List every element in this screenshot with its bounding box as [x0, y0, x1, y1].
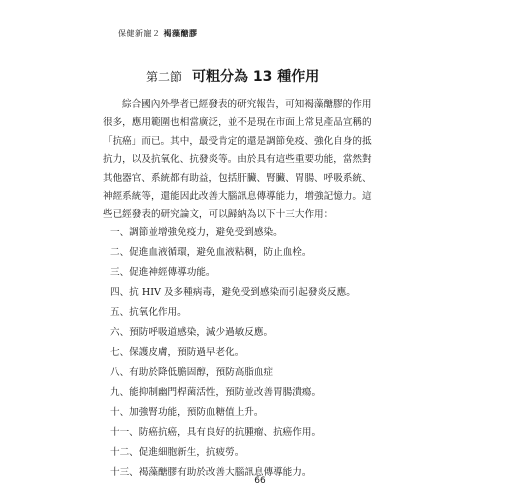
paragraph-line: 神經系統等，還能因此改善大腦訊息傳導能力，增強記憶力。這 [103, 191, 372, 203]
paragraph-line: 些已經發表的研究論文，可以歸納為以下十三大作用： [103, 209, 334, 221]
effect-item: 十三、褐藻醣膠有助於改善大腦訊息傳導能力。 [110, 467, 312, 478]
running-header [118, 28, 198, 39]
paragraph-line: 「抗癌」而已。其中，最受肯定的還是調節免疫、強化自身的抵 [103, 135, 372, 147]
paragraph-line: 很多，應用範圍也相當廣泛，並不是現在市面上常見產品宣稱的 [103, 117, 372, 129]
effect-item: 五、抗氧化作用。 [110, 307, 187, 318]
effect-item: 一、調節並增強免疫力，避免受到感染。 [110, 227, 283, 238]
paragraph-line: 其他器官、系統都有助益，包括肝臟、腎臟、胃腸、呼吸系統、 [103, 172, 372, 184]
effect-item: 十二、促進細胞新生，抗疲勞。 [110, 447, 245, 458]
page-number: 66 [254, 476, 266, 486]
effects-list [110, 223, 356, 483]
effect-item: 六、預防呼吸道感染，減少過敏反應。 [110, 327, 274, 338]
section-heading [146, 66, 319, 86]
effect-item: 四、抗 HIV 及多種病毒，避免受到感染而引起發炎反應。 [110, 287, 356, 298]
effect-item: 十、加強腎功能，預防血糖值上升。 [110, 407, 264, 418]
book-title: 保健新寵２ [118, 29, 161, 38]
effect-item: 八、有助於降低膽固醇，預防高脂血症 [110, 367, 274, 378]
effect-item: 九、能抑制幽門桿菌活性，預防並改善胃腸潰瘍。 [110, 387, 322, 398]
effect-item: 三、促進神經傳導功能。 [110, 267, 216, 278]
section-title: 可粗分為 13 種作用 [192, 69, 320, 85]
chapter-title: 褐藻醣膠 [163, 29, 198, 38]
effect-item: 二、促進血液循環，避免血液粘稠，防止血栓。 [110, 247, 312, 258]
effect-item: 十一、防癌抗癌，具有良好的抗腫瘤、抗癌作用。 [110, 427, 322, 438]
section-number: 第二節 [146, 70, 183, 84]
paragraph-line: 綜合國內外學者已經發表的研究報告，可知褐藻醣膠的作用 [122, 99, 372, 110]
effect-item: 七、保護皮膚，預防過早老化。 [110, 347, 245, 358]
intro-paragraph [103, 96, 405, 225]
paragraph-line: 抗力，以及抗氧化、抗發炎等。由於具有這些重要功能，當然對 [103, 154, 372, 166]
